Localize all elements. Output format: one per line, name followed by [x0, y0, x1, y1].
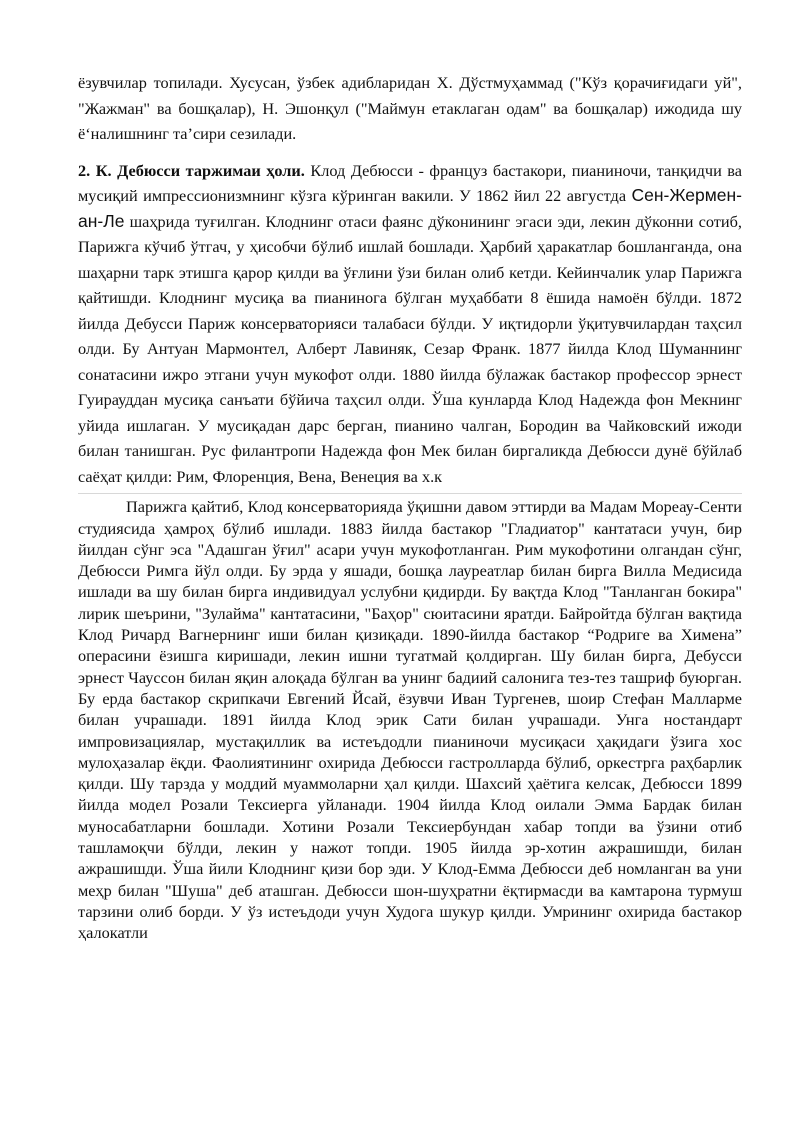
document-page: [78, 70, 742, 944]
paragraph-intro-continuation: ёзувчилар топилади. Хусусан, ўзбек адибларидан Х. Дўстмуҳаммад ("Кўз қорачиғидаги уй", "Жажман" ва бошқалар), Н. Эшонқул ("Маймун етаклаган одам" ва бошқалар) ижодида шу ё‘налишнинг та’сири сезилади.: [78, 73, 742, 144]
section-divider: [78, 493, 742, 494]
paragraph-biography-text-1: Клод Дебюсси - француз бастакори, пианиночи, танқидчи ва мусиқий импрессионизмнинг кўзга кўринган вакили. У 1862 йил 22 августда: [78, 160, 742, 206]
section-heading: 2. К. Дебюсси таржимаи ҳоли.: [78, 160, 305, 180]
paragraph-biography-text-2: шаҳрида туғилган. Клоднинг отаси фаянс дўконининг эгаси эди, лекин дўконни сотиб, Парижга кўчиб ўтгач, у ҳисобчи бўлиб ишлай бошлади. Ҳарбий ҳаракатлар бошланганда, она шаҳарни тарк этишга қарор қилди ва ўғлини ўзи билан олиб кетди. Кейинчалик улар Парижга қайтишди. Клоднинг мусиқа ва пианинога бўлган муҳаббати 8 ёшида намоён бўлди. 1872 йилда Дебусси Париж консерваторияси талабаси бўлди. У иқтидорли ўқитувчилардан таҳсил олди. Бу Антуан Мармонтел, Алберт Лавиняк, Сезар Франк. 1877 йилда Клод Шуманнинг сонатасини ижро этгани учун мукофот олди. 1880 йилда бўлажак бастакор профессор эрнест Гуирауддан мусиқа санъати бўйича таҳсил олди. Ўша кунларда Клод Надежда фон Мекнинг уйида ишлаган. У мусиқадан дарс берган, пианино чалган, Бородин ва Чайковский ижоди билан танишган. Рус филантропи Надежда фон Мек билан биргаликда Дебюсси дунё бўйлаб саёҳат қилди: Рим, Флоренция, Вена, Венеция ва х.к: [78, 211, 742, 486]
birth-city: Сен-Жермен-ан-Ле: [78, 185, 742, 231]
paragraph-paris-return: Парижга қайтиб, Клод консерваторияда ўқишни давом эттирди ва Мадам Мореау-Сенти студиясида ҳамроҳ бўлиб ишлади. 1883 йилда бастакор "Гладиатор" кантатаси учун, бир йилдан сўнг эса "Адашган ўғил" асари учун мукофотланган. Рим мукофотини олгандан сўнг, Дебюсси Римга йўл олди. Бу эрда у яшади, бошқа лауреатлар билан бирга Вилла Медисида ишлади ва шу билан бирга индивидуал услубни қидирди. Бу вақтда Клод "Танланган бокира" лирик шеърини, "Зулайма" кантатасини, "Баҳор" сюитасини яратди. Байройтда бўлган вақтида Клод Ричард Вагнернинг иши билан қизиқади. 1890-йилда бастакор “Родриге ва Химена” операсини ёзишга киришади, лекин ишни тугатмай қолдирган. Шу билан бирга, Дебусси эрнест Чауссон билан яқин алоқада бўлган ва унинг бадиий салонига тез-тез ташриф буюрган. Бу ерда бастакор скрипкачи Евгений Йсай, ёзувчи Иван Тургенев, шоир Стефан Малларме билан учрашади. 1891 йилда Клод эрик Сати билан учрашади. Унга ностандарт импровизациялар, мустақиллик ва истеъдодли пианиночи мусиқаси ҳақидаги ўзига хос мулоҳазалар ёқди. Фаолиятининг охирида Дебюсси гастролларда бўлиб, оркестрга раҳбарлик қилди. Шу тарзда у моддий муаммоларни ҳал қилди. Шахсий ҳаётига келсак, Дебюсси 1899 йилда модел Розали Тексиерга уйланади. 1904 йилда Клод оилали Эмма Бардак билан муносабатларни бошлади. Хотини Розали Тексиербундан хабар топди ва ўзини отиб ташламоқчи бўлди, лекин у нажот топди. 1905 йилда эр-хотин ажрашишди, билан ажрашишди. Ўша йили Клоднинг қизи бор эди. У Клод-Емма Дебюсси деб номланган ва уни меҳр билан "Шуша" деб аташган. Дебюсси шон-шуҳратни ёқтирмасди ва камтарона турмуш тарзини олиб борди. У ўз истеъдоди учун Худога шукур қилди. Умрининг охирида бастакор ҳалокатли: [78, 497, 742, 943]
paragraph-biography: [78, 158, 742, 490]
